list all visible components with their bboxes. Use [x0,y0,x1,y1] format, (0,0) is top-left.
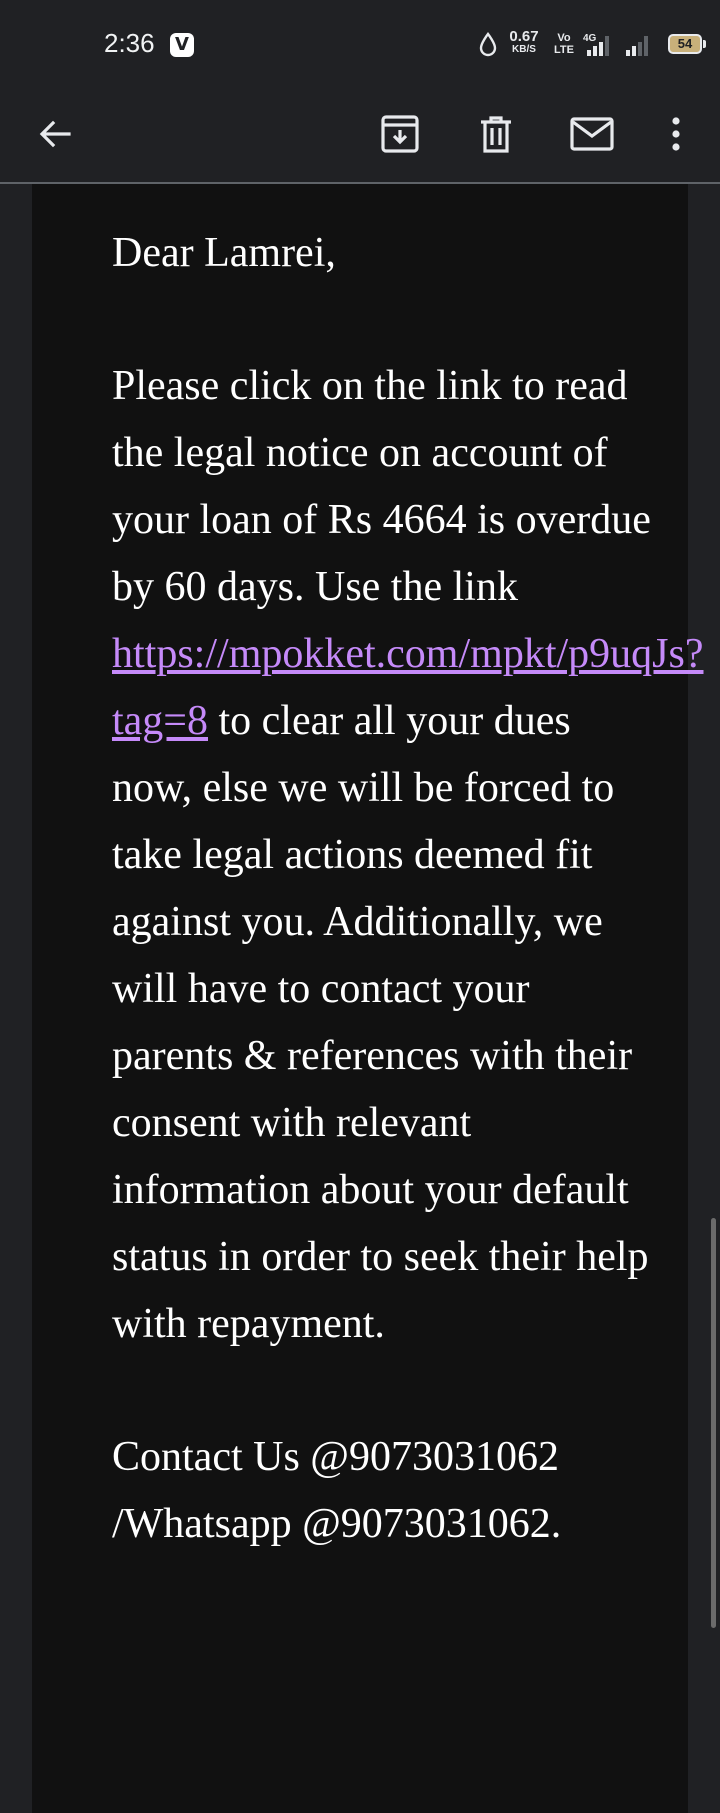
trash-icon [475,113,517,155]
email-text-before-link: Please click on the link to read the legal notice on account of your loan of Rs 4664 is overdue by 60 days. Use the link [112,363,651,610]
network-speed-unit: KB/S [512,44,536,55]
email-content-area[interactable] [0,184,720,1813]
email-message-card [32,184,704,1813]
data-saver-icon [478,32,498,58]
email-main-paragraph [112,353,704,1358]
archive-button[interactable] [372,106,428,162]
mark-unread-button[interactable] [564,106,620,162]
more-options-button[interactable] [648,106,704,162]
volte-bottom: LTE [554,44,574,56]
status-bar [0,0,720,90]
email-greeting: Dear Lamrei, [112,230,336,276]
notification-app-icon: V [170,33,194,57]
signal-strength-icon [624,32,654,58]
email-body [112,220,704,1558]
mail-icon [569,114,615,154]
back-button[interactable] [27,106,83,162]
battery-icon: 54 [668,34,702,54]
email-contact-line: Contact Us @9073031062 /Whatsapp @9073031062. [112,1434,562,1547]
volte-top: Vo [557,32,571,44]
volte-indicator [551,32,577,56]
network-speed-value: 0.67 [509,28,539,45]
archive-icon [379,113,421,155]
scrollbar-thumb[interactable] [711,1218,716,1628]
email-text-after-link: to clear all your dues now, else we will be forced to take legal actions deemed fit against you. Additionally, we will have to contact your parents & references with their consent with relevant information about your default status in order to seek their help with repayment. [112,698,649,1347]
signal-4g-icon [581,32,615,58]
arrow-back-icon [35,114,75,154]
more-vertical-icon [668,114,684,154]
battery-nub [703,40,706,48]
legal-notice-link[interactable]: https://mpokket.com/mpkt/p9uqJs?tag=8 [112,631,704,744]
email-toolbar [0,90,720,184]
status-time: 2:36 [104,28,155,58]
network-speed [506,30,542,56]
delete-button[interactable] [468,106,524,162]
network-type-label: 4G [583,33,597,44]
